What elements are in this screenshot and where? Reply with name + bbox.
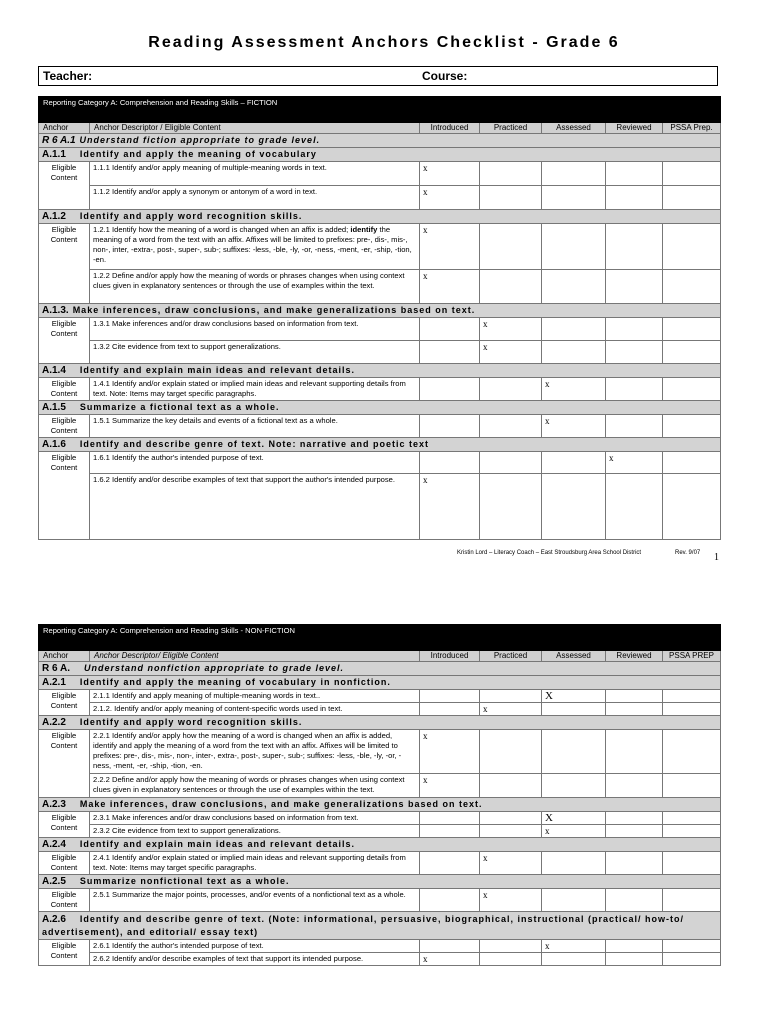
table-row xyxy=(39,825,721,838)
col-introduced: Introduced xyxy=(420,123,480,134)
eligible-label: Eligible Content xyxy=(39,224,90,304)
introduced-mark: x xyxy=(420,162,480,186)
footer-revision: Rev. 9/07 xyxy=(675,550,701,556)
teacher-label: Teacher: xyxy=(43,69,93,83)
column-header-row xyxy=(39,651,721,662)
introduced-mark: x xyxy=(420,224,480,270)
table-row xyxy=(39,730,721,774)
section-title: Make inferences, draw conclusions, and make generalizations based on text. xyxy=(72,305,476,315)
section-code: A.2.5 xyxy=(42,876,66,887)
table-row xyxy=(39,852,721,875)
section-code: A.1.6 xyxy=(42,439,66,450)
section-title: Identify and explain main ideas and relevant details. xyxy=(79,365,355,375)
introduced-mark: x xyxy=(420,730,480,774)
section-code: A.1.3. xyxy=(42,305,69,316)
footer-credit: Kristin Lord – Literacy Coach – East Stroudsburg Area School District xyxy=(457,550,642,556)
practiced-mark: x xyxy=(480,318,542,341)
col-reviewed: Reviewed xyxy=(606,123,663,134)
section-title: Identify and apply the meaning of vocabulary in nonfiction. xyxy=(79,677,391,687)
section-code: A.2.6 xyxy=(42,914,66,925)
eligible-label: Eligible Content xyxy=(39,730,90,798)
col-pssa-prep: PSSA Prep. xyxy=(663,123,721,134)
descriptor-cell: 1.4.1 Identify and/or explain stated or implied main ideas and relevant supporting details from text. Note: Items may target specific paragraphs. xyxy=(90,378,420,401)
section-row xyxy=(39,716,721,730)
descriptor-cell: 2.3.1 Make inferences and/or draw conclusions based on information from text. xyxy=(90,812,420,825)
table-row xyxy=(39,690,721,703)
table-row xyxy=(39,341,721,364)
section-code: A.2.4 xyxy=(42,839,66,850)
table-row xyxy=(39,224,721,270)
descriptor-cell: 2.4.1 Identify and/or explain stated or implied main ideas and relevant supporting details from text. Note: Items may target specific paragraphs. xyxy=(90,852,420,875)
col-anchor: Anchor xyxy=(39,651,90,662)
section-title: Identify and describe genre of text. Note: narrative and poetic text xyxy=(79,439,429,449)
introduced-mark: x xyxy=(420,270,480,304)
descriptor-cell: 1.3.2 Cite evidence from text to support generalizations. xyxy=(90,341,420,364)
section-title: Summarize a fictional text as a whole. xyxy=(79,402,280,412)
table-row xyxy=(39,953,721,966)
assessed-mark: x xyxy=(542,825,606,838)
assessed-mark: X xyxy=(542,690,606,703)
table-row xyxy=(39,378,721,401)
descriptor-cell xyxy=(90,224,420,270)
section-row xyxy=(39,148,721,162)
reviewed-mark: x xyxy=(606,452,663,474)
descriptor-cell: 2.1.1 Identify and apply meaning of multiple-meaning words in text.. xyxy=(90,690,420,703)
anchor-code: R 6 A. xyxy=(42,663,70,674)
section-row xyxy=(39,438,721,452)
col-introduced: Introduced xyxy=(420,651,480,662)
section-code: A.1.1 xyxy=(42,149,66,160)
col-assessed: Assessed xyxy=(542,123,606,134)
descriptor-part: the meaning of a word from the text with an affix. Affixes will be limited to prefixes: pre-, dis-, mis-, non-, inter, -extra-, post-, super-, sub-; suffixes: -less, -ble, -ly, -or, -ness, -ment, -er, -ship, -tion, -en. xyxy=(93,225,412,264)
section-row xyxy=(39,210,721,224)
descriptor-cell: 1.1.2 Identify and/or apply a synonym or antonym of a word in text. xyxy=(90,186,420,210)
section-row xyxy=(39,364,721,378)
assessed-mark: x xyxy=(542,378,606,401)
section-row xyxy=(39,875,721,889)
teacher-course-box xyxy=(38,66,718,86)
col-descriptor: Anchor Descriptor / Eligible Content xyxy=(90,123,420,134)
section-title: Make inferences, draw conclusions, and make generalizations based on text. xyxy=(79,799,483,809)
descriptor-part: 1.2.1 Identify how the meaning of a word is changed when an affix is added; xyxy=(93,225,349,234)
table-row xyxy=(39,889,721,912)
descriptor-cell: 1.6.1 Identify the author's intended purpose of text. xyxy=(90,452,420,474)
eligible-label: Eligible Content xyxy=(39,940,90,966)
section-title: Identify and apply word recognition skills. xyxy=(79,211,303,221)
practiced-mark: x xyxy=(480,852,542,875)
descriptor-cell: 2.1.2. Identify and/or apply meaning of content-specific words used in text. xyxy=(90,703,420,716)
anchor-text: Understand nonfiction appropriate to grade level. xyxy=(83,663,344,673)
practiced-mark: x xyxy=(480,703,542,716)
descriptor-cell: 1.3.1 Make inferences and/or draw conclusions based on information from text. xyxy=(90,318,420,341)
section-code: A.1.5 xyxy=(42,402,66,413)
section-code: A.2.1 xyxy=(42,677,66,688)
course-label: Course: xyxy=(422,69,468,83)
table-row xyxy=(39,474,721,540)
section-row xyxy=(39,401,721,415)
descriptor-cell: 2.5.1 Summarize the major points, processes, and/or events of a nonfictional text as a whole. xyxy=(90,889,420,912)
eligible-label: Eligible Content xyxy=(39,162,90,210)
eligible-label: Eligible Content xyxy=(39,852,90,875)
table-row xyxy=(39,774,721,798)
eligible-label: Eligible Content xyxy=(39,378,90,401)
descriptor-cell: 1.1.1 Identify and/or apply meaning of multiple-meaning words in text. xyxy=(90,162,420,186)
table-row xyxy=(39,186,721,210)
section-code: A.2.2 xyxy=(42,717,66,728)
descriptor-bold: identify xyxy=(350,225,378,234)
anchor-row xyxy=(39,662,721,676)
table-row xyxy=(39,415,721,438)
descriptor-cell: 2.2.2 Define and/or apply how the meaning of words or phrases changes when using context clues given in explanatory sentences or through the use of examples within the text. xyxy=(90,774,420,798)
descriptor-cell: 1.5.1 Summarize the key details and events of a fictional text as a whole. xyxy=(90,415,420,438)
col-descriptor: Anchor Descriptor/ Eligible Content xyxy=(90,651,420,662)
table-row xyxy=(39,452,721,474)
eligible-label: Eligible Content xyxy=(39,452,90,540)
introduced-mark: x xyxy=(420,953,480,966)
eligible-label: Eligible Content xyxy=(39,812,90,838)
table-row xyxy=(39,812,721,825)
section-title: Identify and apply the meaning of vocabulary xyxy=(79,149,317,159)
eligible-label: Eligible Content xyxy=(39,318,90,364)
descriptor-cell: 1.6.2 Identify and/or describe examples of text that support the author's intended purpose. xyxy=(90,474,420,540)
col-assessed: Assessed xyxy=(542,651,606,662)
practiced-mark: x xyxy=(480,889,542,912)
col-reviewed: Reviewed xyxy=(606,651,663,662)
page-title: Reading Assessment Anchors Checklist - Grade 6 xyxy=(148,34,620,51)
assessed-mark: x xyxy=(542,940,606,953)
column-header-row xyxy=(39,123,721,134)
col-practiced: Practiced xyxy=(480,123,542,134)
category-header: Reporting Category A: Comprehension and Reading Skills – FICTION xyxy=(39,97,721,123)
table-row xyxy=(39,162,721,186)
anchor-row xyxy=(39,134,721,148)
anchor-text: Understand fiction appropriate to grade level. xyxy=(79,135,321,145)
section-row xyxy=(39,676,721,690)
table-row xyxy=(39,270,721,304)
introduced-mark: x xyxy=(420,474,480,540)
practiced-mark: x xyxy=(480,341,542,364)
fiction-checklist-table xyxy=(38,96,721,540)
nonfiction-checklist-table xyxy=(38,624,721,966)
descriptor-cell: 2.2.1 Identify and/or apply how the meaning of a word is changed when an affix is added, identify and apply the meaning of a word from the text with an affix. Affixes will be limited to prefixes: pre-, dis-, mis-, non-, inter-, extra-, post-, super-, sub-; suffixes: -less, -ble, -ly, -or, -ness, -ment, -er, -ship, -tion, -en. xyxy=(90,730,420,774)
col-anchor: Anchor xyxy=(39,123,90,134)
assessed-mark: X xyxy=(542,812,606,825)
eligible-label: Eligible Content xyxy=(39,690,90,716)
eligible-label: Eligible Content xyxy=(39,415,90,438)
section-code: A.2.3 xyxy=(42,799,66,810)
section-row xyxy=(39,912,721,940)
section-code: A.1.2 xyxy=(42,211,66,222)
section-row xyxy=(39,838,721,852)
section-code: A.1.4 xyxy=(42,365,66,376)
section-title: Summarize nonfictional text as a whole. xyxy=(79,876,290,886)
descriptor-cell: 2.3.2 Cite evidence from text to support generalizations. xyxy=(90,825,420,838)
section-row xyxy=(39,304,721,318)
anchor-code: R 6 A.1 xyxy=(42,135,76,146)
page-number: 1 xyxy=(714,552,719,563)
descriptor-cell: 1.2.2 Define and/or apply how the meaning of words or phrases changes when using context clues given in explanatory sentences or through the use of examples within the text. xyxy=(90,270,420,304)
introduced-mark: x xyxy=(420,774,480,798)
col-pssa-prep: PSSA PREP xyxy=(663,651,721,662)
table-row xyxy=(39,318,721,341)
section-row xyxy=(39,798,721,812)
col-practiced: Practiced xyxy=(480,651,542,662)
section-title: Identify and apply word recognition skills. xyxy=(79,717,303,727)
table-row xyxy=(39,940,721,953)
assessed-mark: x xyxy=(542,415,606,438)
descriptor-cell: 2.6.2 Identify and/or describe examples of text that support its intended purpose. xyxy=(90,953,420,966)
category-header: Reporting Category A: Comprehension and Reading Skills - NON-FICTION xyxy=(39,625,721,651)
section-title: Identify and explain main ideas and relevant details. xyxy=(79,839,355,849)
eligible-label: Eligible Content xyxy=(39,889,90,912)
table-row xyxy=(39,703,721,716)
introduced-mark: x xyxy=(420,186,480,210)
descriptor-cell: 2.6.1 Identify the author's intended purpose of text. xyxy=(90,940,420,953)
section-title: Identify and describe genre of text. (Note: informational, persuasive, biographical, instructional (practical/ how-to/ advertisement), and editorial/ essay text) xyxy=(42,914,684,937)
